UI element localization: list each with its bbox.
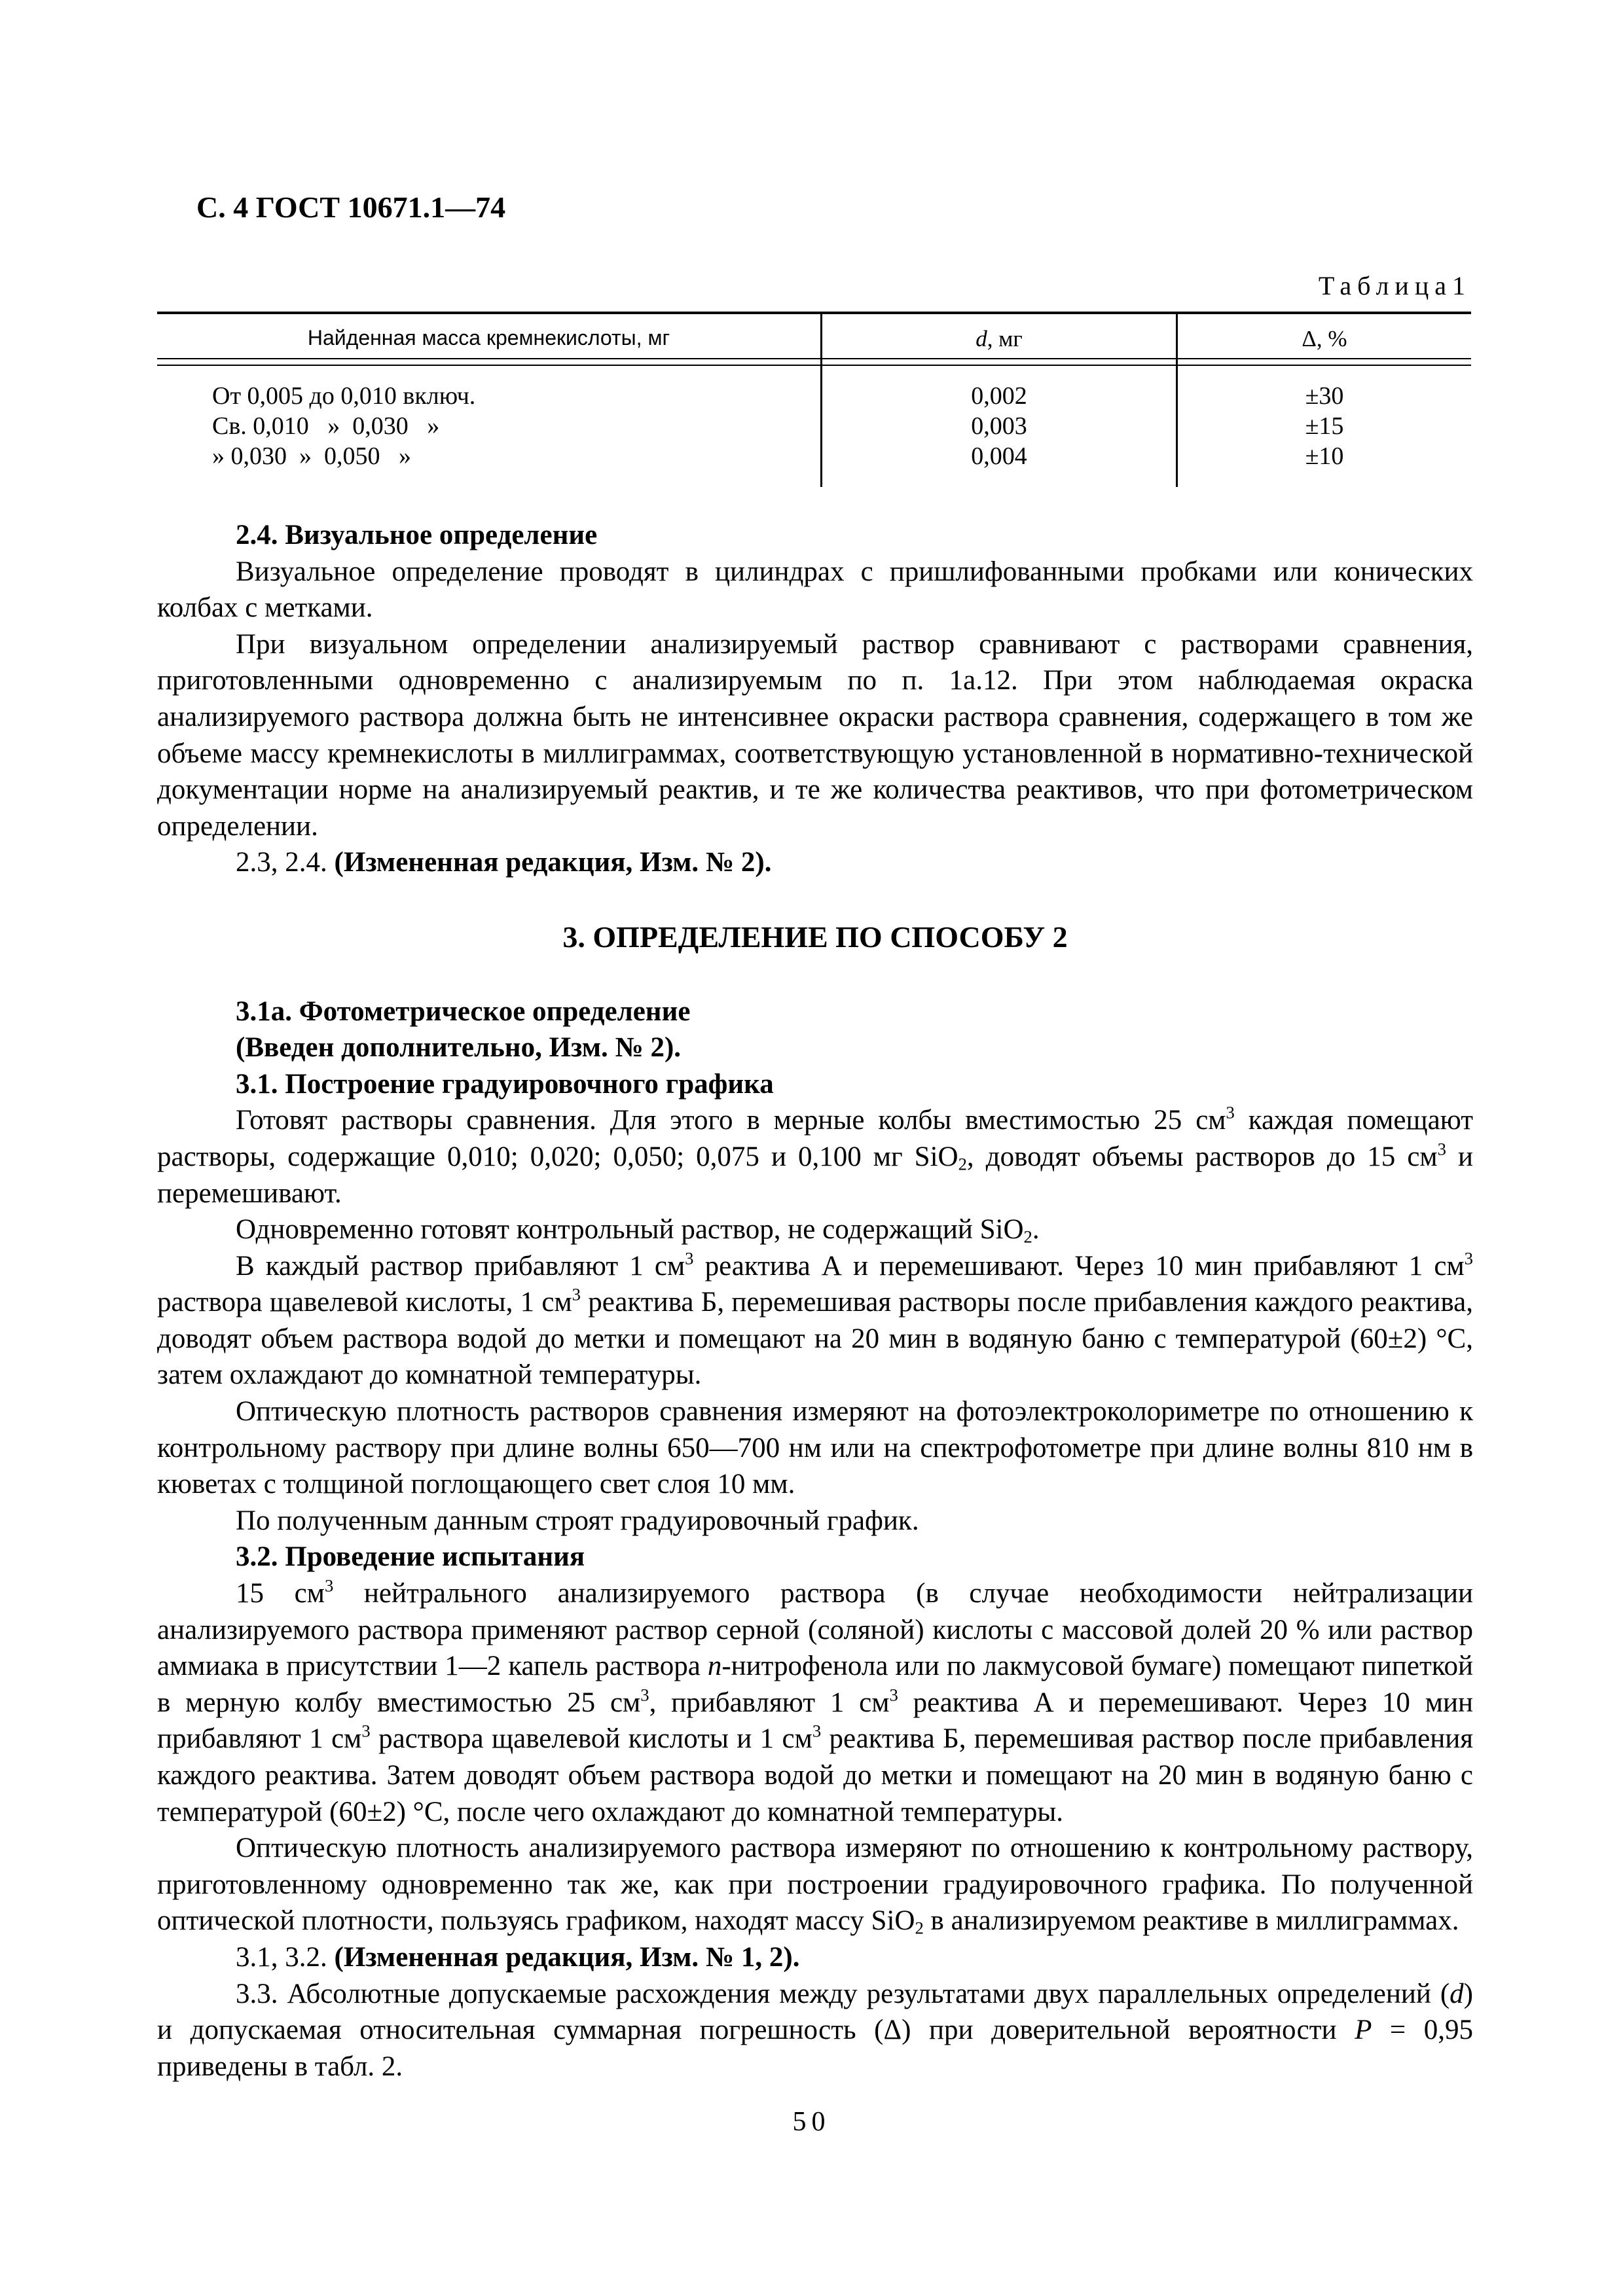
table-cell: От 0,005 до 0,010 включ. [212, 382, 476, 410]
table-1 [157, 312, 1471, 488]
paragraph: Визуальное определение проводят в цилиндрах с пришлифованными пробками или конических колбах с метками. [157, 556, 1473, 624]
section-heading-3-1: 3.1. Построение градуировочного графика [236, 1068, 774, 1100]
paragraph: 3.3. Абсолютные допускаемые расхождения между результатами двух параллельных определений (d) и допускаемая относительная суммарная погрешность (Δ) при доверительной вероятности P = 0,95 приведены в табл. 2. [157, 1978, 1473, 2082]
section-heading-3-2: 3.2. Проведение испытания [236, 1541, 585, 1573]
paragraph: Одновременно готовят контрольный раствор, не содержащий SiO$_2$. [236, 1214, 1040, 1247]
table-column-d [822, 381, 1176, 471]
table-header-rule-double [157, 365, 1471, 366]
table-cell: ±10 [1305, 442, 1344, 470]
table-cell: ±30 [1305, 382, 1344, 410]
section-title-3: 3. ОПРЕДЕЛЕНИЕ ПО СПОСОБУ 2 [562, 920, 1068, 954]
amendment-note: 3.1, 3.2. (Измененная редакция, Изм. № 1, 2). [236, 1941, 800, 1973]
amendment-note-bold: (Введен дополнительно, Изм. № 2). [236, 1032, 682, 1064]
section-heading-2-4: 2.4. Визуальное определение [236, 520, 598, 550]
table-cell: » 0,030 » 0,050 » [212, 442, 411, 470]
page-number: 50 [792, 2107, 831, 2137]
table-cell: ±15 [1305, 412, 1344, 440]
table-column-mass [212, 381, 475, 471]
paragraph: Оптическую плотность анализируемого раствора измеряют по отношению к контрольному раствору, приготовленному одновременно так же, как при построении градуировочного графика. По полученной оптической плотности, пользуясь графиком, находят массу SiO$_2$ в анализируемом реактиве в миллиграммах. [157, 1833, 1473, 1939]
amendment-note: 2.3, 2.4. (Измененная редакция, Изм. № 2). [236, 847, 772, 878]
table-cell: 0,002 [971, 382, 1027, 410]
table-caption: Таблица1 [1318, 271, 1471, 300]
paragraph: Оптическую плотность растворов сравнения измеряют на фотоэлектроколориметре по отношению к контрольному раствору при длине волны 650—700 нм или на спектрофотометре при длине волны 810 нм в кюветах с толщиной поглощающего свет слоя 10 мм. [157, 1396, 1473, 1500]
table-header-d: d, мг [976, 326, 1023, 351]
paragraph: В каждый раствор прибавляют 1 $см^3$ реактива А и перемешивают. Через 10 мин прибавляют 1 $см^3$ раствора щавелевой кислоты, 1 $см^3$ реактива Б, перемешивая растворы после прибавления каждого реактива, доводят объем раствора водой до метки и помещают на 20 мин в водяную баню с температурой (60±2) °С, затем охлаждают до комнатной температуры. [157, 1248, 1474, 1391]
page-header: С. 4 ГОСТ 10671.1—74 [196, 190, 506, 224]
table-column-delta [1178, 381, 1471, 471]
table-header-mass: Найденная масса кремнекислоты, мг [307, 326, 670, 350]
table-top-rule [157, 312, 1471, 314]
paragraph: По полученным данным строят градуировочный график. [236, 1505, 919, 1536]
table-cell: 0,003 [971, 412, 1027, 440]
table-cell: Св. 0,010 » 0,030 » [212, 412, 440, 440]
paragraph: 15 $см^3$ нейтрального анализируемого раствора (в случае необходимости нейтрализации анализируемого раствора применяют раствор серной (соляной) кислоты с массовой долей 20 % или раствор аммиака в присутствии 1—2 капель раствора n-нитрофенола или по лакмусовой бумаге) помещают пипеткой в мерную колбу вместимостью 25 $см^3$, прибавляют 1 $см^3$ реактива А и перемешивают. Через 10 мин прибавляют 1 $см^3$ раствора щавелевой кислоты и 1 $см^3$ реактива Б, перемешивая раствор после прибавления каждого реактива. Затем доводят объем раствора водой до метки и помещают на 20 мин в водяную баню с температурой (60±2) °С, после чего охлаждают до комнатной температуры. [157, 1575, 1474, 1827]
table-header-rule [157, 358, 1471, 359]
table-cell: 0,004 [971, 442, 1027, 470]
section-heading-3-1a: 3.1а. Фотометрическое определение [236, 996, 691, 1027]
table-header-delta: Δ, % [1302, 326, 1347, 351]
document-body [157, 517, 1474, 2085]
paragraph: Готовят растворы сравнения. Для этого в мерные колбы вместимостью 25 $см^3$ каждая помещают растворы, содержащие 0,010; 0,020; 0,050; 0,075 и 0,100 мг SiO$_2$, доводят объемы растворов до 15 $см^3$ и перемешивают. [157, 1102, 1474, 1209]
paragraph: При визуальном определении анализируемый раствор сравнивают с растворами сравнения, приготовленными одновременно с анализируемым по п. 1а.12. При этом наблюдаемая окраска анализируемого раствора должна быть не интенсивнее окраски раствора сравнения, содержащего в том же объеме массу кремнекислоты в миллиграммах, соответствующую установленной в нормативно-технической документации норме на анализируемый реактив, и те же количества реактивов, что при фотометрическом определении. [157, 628, 1473, 842]
